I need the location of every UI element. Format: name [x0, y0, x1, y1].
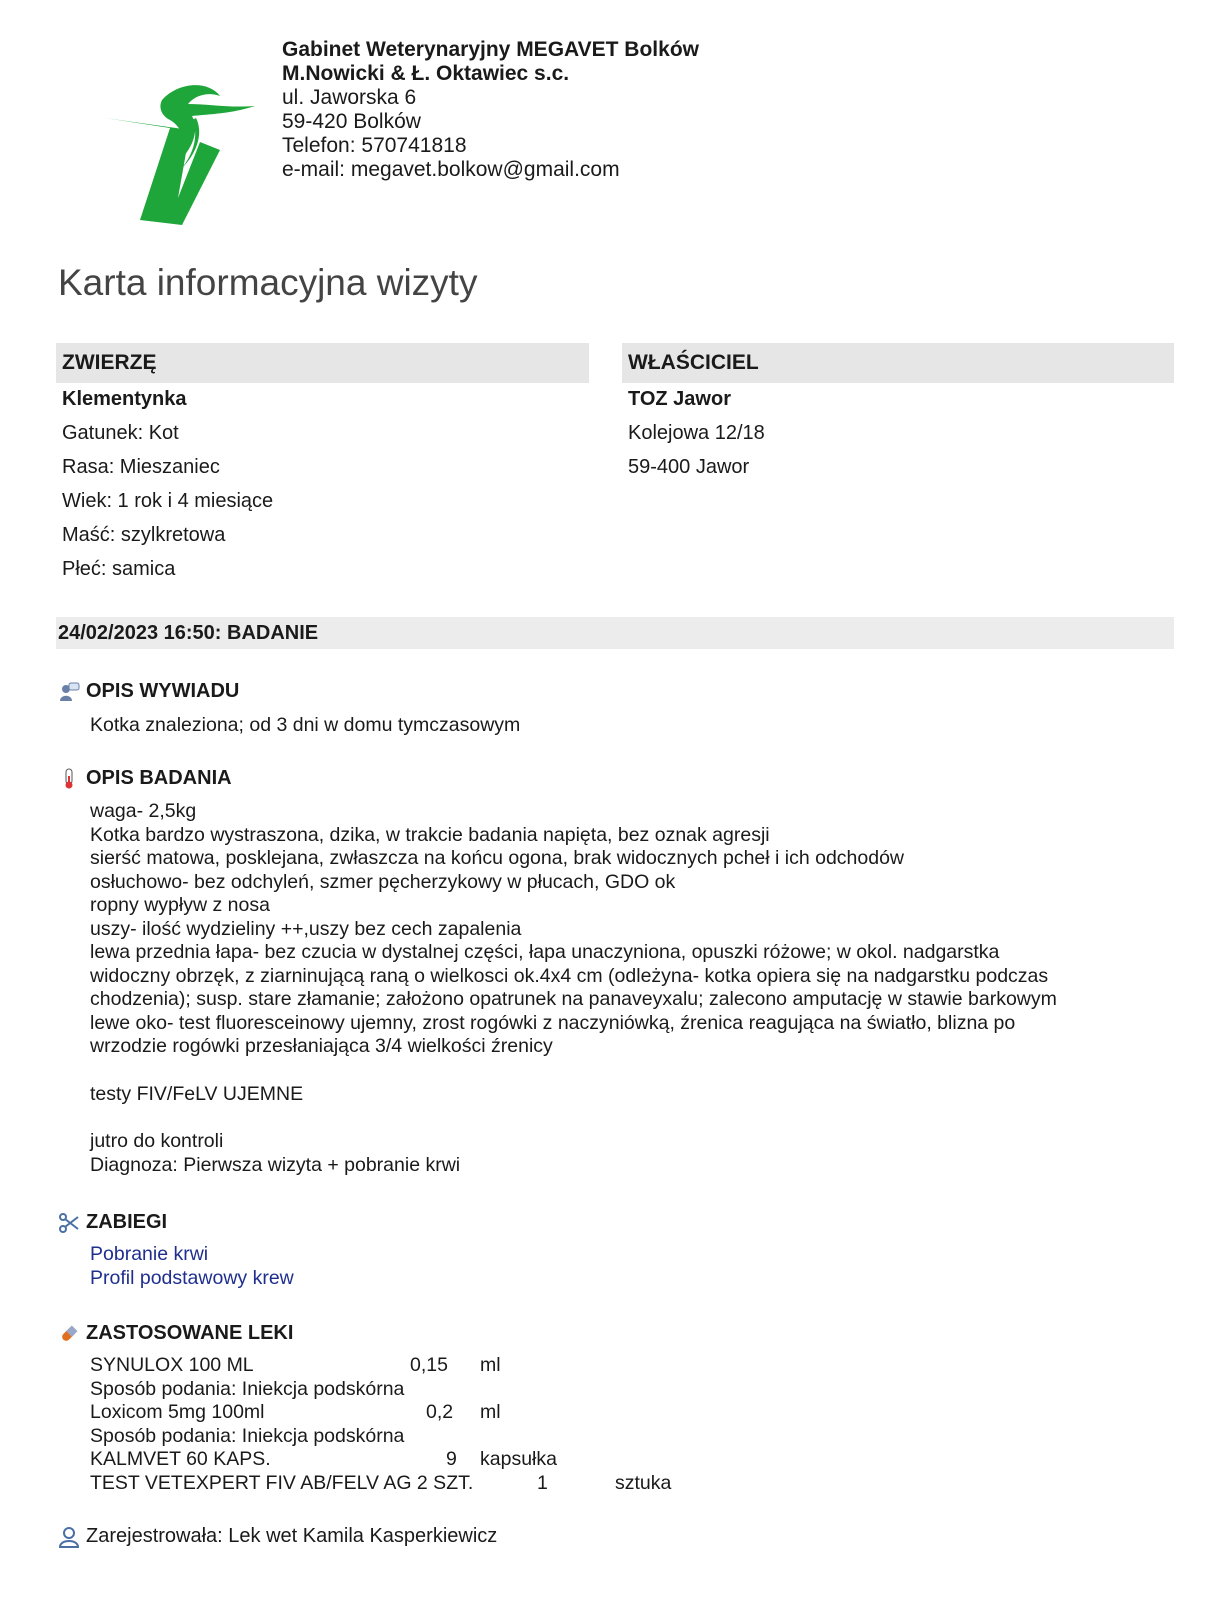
exam-line: osłuchowo- bez odchyleń, szmer pęcherzykowy w płucach, GDO ok — [90, 870, 676, 893]
clinic-city: 59-420 Bolków — [282, 110, 421, 133]
drug-row — [90, 1354, 710, 1378]
exam-line: chodzenia); susp. stare złamanie; założono opatrunek na panaveyxalu; zalecono amputację w stawie barkowym — [90, 988, 1057, 1010]
drug-route: Sposób podania: Iniekcja podskórna — [90, 1377, 405, 1400]
drugs-title: ZASTOSOWANE LEKI — [86, 1322, 294, 1344]
procedures-section-title — [58, 1211, 167, 1234]
drug-unit: sztuka — [615, 1471, 672, 1494]
owner-city: 59-400 Jawor — [628, 456, 750, 478]
drug-row — [90, 1448, 710, 1472]
visit-header: 24/02/2023 16:50: BADANIE — [56, 617, 1174, 649]
procedures-list — [90, 1243, 294, 1290]
interview-section-title — [58, 680, 239, 703]
animal-breed: Rasa: Mieszaniec — [62, 456, 220, 478]
animal-age: Wiek: 1 rok i 4 miesiące — [62, 490, 274, 512]
drug-route: Sposób podania: Iniekcja podskórna — [90, 1424, 405, 1447]
clinic-email[interactable]: e-mail: megavet.bolkow@gmail.com — [282, 158, 620, 181]
drug-qty: 0,15 — [410, 1354, 448, 1376]
drugs-section-title — [58, 1322, 293, 1345]
drug-name: Loxicom 5mg 100ml — [90, 1401, 265, 1423]
animal-color: Maść: szylkretowa — [62, 524, 226, 546]
exam-line: Kotka bardzo wystraszona, dzika, w trakcie badania napięta, bez oznak agresji — [90, 823, 770, 846]
pill-icon — [58, 1323, 80, 1345]
procedure-item[interactable]: Profil podstawowy krew — [90, 1266, 294, 1289]
drugs-table — [90, 1354, 710, 1495]
owner-details — [628, 382, 765, 484]
exam-line: waga- 2,5kg — [90, 800, 197, 822]
clinic-logo — [100, 70, 265, 230]
owner-header: WŁAŚCICIEL — [622, 343, 1174, 383]
owner-street: Kolejowa 12/18 — [628, 422, 765, 444]
scissors-icon — [58, 1212, 80, 1234]
interview-icon — [58, 681, 80, 703]
drug-row — [90, 1401, 710, 1425]
exam-line: sierść matowa, posklejana, zwłaszcza na końcu ogona, brak widocznych pcheł i ich odchodów — [90, 847, 905, 869]
page-title: Karta informacyjna wizyty — [58, 262, 478, 303]
drug-qty: 1 — [537, 1471, 548, 1494]
exam-title: OPIS BADANIA — [86, 767, 232, 789]
clinic-phone: Telefon: 570741818 — [282, 134, 467, 157]
animal-header: ZWIERZĘ — [56, 343, 589, 383]
drug-qty: 0,2 — [426, 1401, 454, 1423]
exam-diagnosis: Diagnoza: Pierwsza wizyta + pobranie krwi — [90, 1153, 461, 1176]
exam-line: lewa przednia łapa- bez czucia w dystalnej części, łapa unaczyniona, opuszki różowe; w okol. nadgarstka — [90, 941, 1000, 963]
clinic-name: Gabinet Weterynaryjny MEGAVET Bolków — [282, 38, 699, 61]
animal-name: Klementynka — [62, 388, 187, 410]
registered-by — [58, 1525, 497, 1548]
exam-followup: jutro do kontroli — [90, 1130, 224, 1152]
procedure-item[interactable]: Pobranie krwi — [90, 1243, 209, 1265]
exam-text — [90, 800, 1057, 1177]
animal-species: Gatunek: Kot — [62, 422, 179, 444]
exam-line: lewe oko- test fluoresceinowy ujemny, zrost rogówki z naczyniówką, źrenica reagująca na światło, blizna po — [90, 1011, 1016, 1034]
drug-unit: ml — [480, 1354, 501, 1376]
registered-text: Zarejestrowała: Lek wet Kamila Kasperkiewicz — [86, 1525, 498, 1547]
interview-text: Kotka znaleziona; od 3 dni w domu tymczasowym — [90, 714, 521, 736]
drug-name: SYNULOX 100 ML — [90, 1354, 254, 1376]
exam-line: ropny wypływ z nosa — [90, 894, 270, 916]
drug-name: KALMVET 60 KAPS. — [90, 1448, 271, 1470]
clinic-street: ul. Jaworska 6 — [282, 86, 417, 109]
exam-line: wrzodzie rogówki przesłaniająca 3/4 wielkości źrenicy — [90, 1035, 553, 1057]
drug-unit: ml — [480, 1401, 501, 1423]
owner-name: TOZ Jawor — [628, 388, 731, 410]
drug-qty: 9 — [446, 1448, 457, 1470]
drug-row — [90, 1472, 710, 1496]
user-icon — [58, 1526, 80, 1548]
thermometer-icon — [58, 768, 80, 790]
exam-section-title — [58, 767, 232, 790]
clinic-owners: M.Nowicki & Ł. Oktawiec s.c. — [282, 62, 570, 85]
procedures-title: ZABIEGI — [86, 1211, 168, 1233]
interview-title: OPIS WYWIADU — [86, 680, 240, 702]
exam-line: widoczny obrzęk, z ziarninującą raną o wielkosci ok.4x4 cm (odleżyna- kotka opiera się na nadgarstku podczas — [90, 964, 1049, 987]
exam-line: uszy- ilość wydzieliny ++,uszy bez cech zapalenia — [90, 917, 522, 940]
clinic-info — [282, 38, 699, 182]
animal-sex: Płeć: samica — [62, 558, 176, 580]
drug-unit: kapsułka — [480, 1448, 557, 1470]
animal-details — [62, 382, 273, 586]
exam-tests: testy FIV/FeLV UJEMNE — [90, 1082, 304, 1105]
drug-name: TEST VETEXPERT FIV AB/FELV AG 2 SZT. — [90, 1471, 474, 1494]
